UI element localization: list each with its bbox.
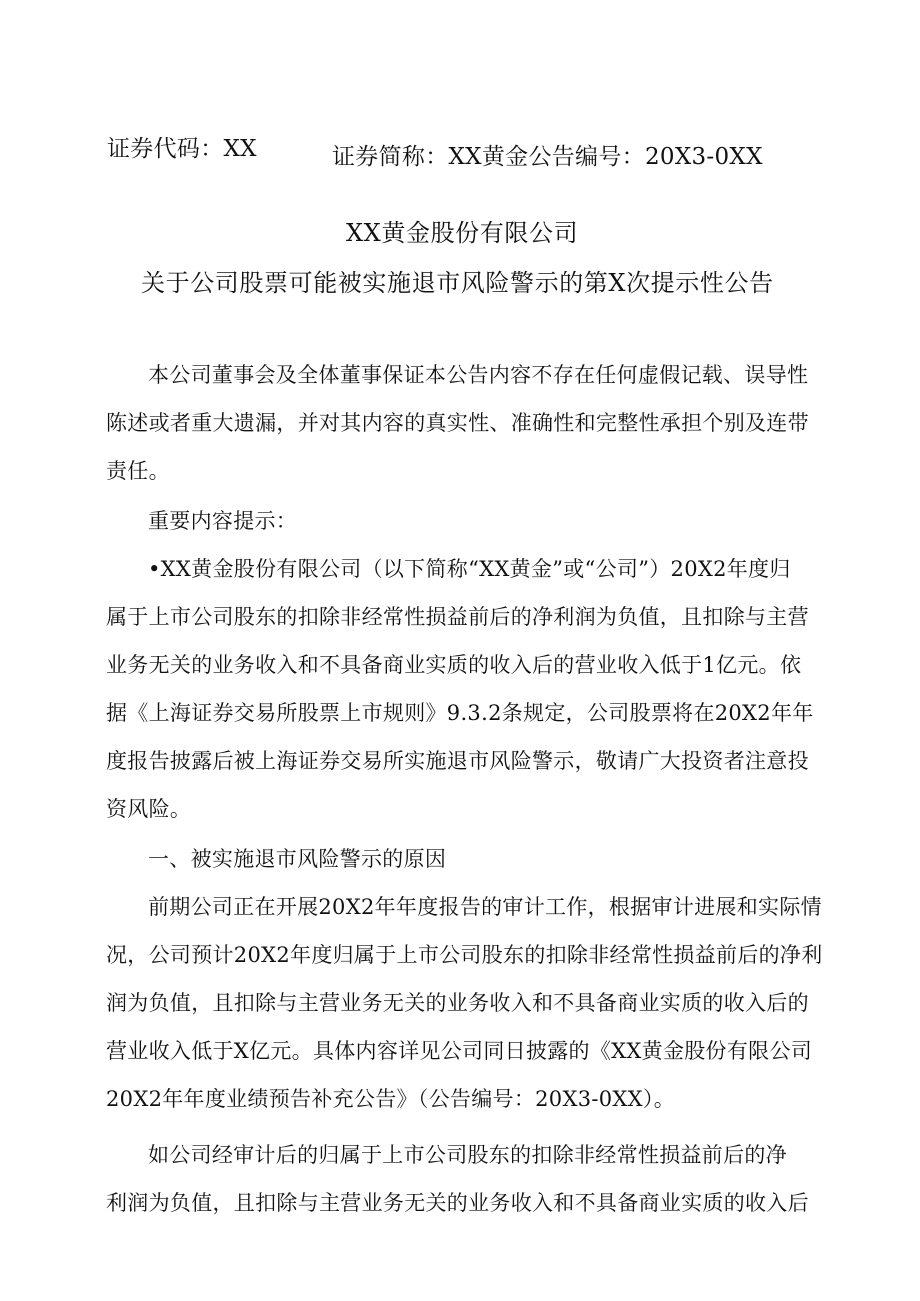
body-line: 责任。 [106, 459, 170, 483]
body-line: 如公司经审计后的归属于上市公司股东的扣除非经常性损益前后的净 [148, 1143, 787, 1167]
body-line: 前期公司正在开展20X2年年度报告的审计工作，根据审计进展和实际情 [148, 895, 822, 919]
body-line: 本公司董事会及全体董事保证本公告内容不存在任何虚假记载、误导性 [148, 363, 809, 387]
section-heading: 一、被实施退市风险警示的原因 [148, 847, 447, 871]
body-line: 度报告披露后被上海证券交易所实施退市风险警示，敬请广大投资者注意投 [106, 749, 809, 773]
body-line: 利润为负值，且扣除与主营业务无关的业务收入和不具备商业实质的收入后 [106, 1191, 809, 1215]
body-line: 重要内容提示： [148, 509, 298, 533]
title-company: XX黄金股份有限公司 [346, 219, 579, 247]
body-line: 属于上市公司股东的扣除非经常性损益前后的净利润为负值，且扣除与主营 [106, 605, 809, 629]
body-line: 资风险。 [106, 797, 192, 821]
body-line: 况，公司预计20X2年度归属于上市公司股东的扣除非经常性损益前后的净利 [106, 943, 823, 967]
body-line: 润为负值，且扣除与主营业务无关的业务收入和不具备商业实质的收入后的 [106, 991, 809, 1015]
title-subject: 关于公司股票可能被实施退市风险警示的第X次提示性公告 [141, 269, 774, 297]
body-line: 20X2年年度业绩预告补充公告》（公告编号：20X3-0XX）。 [106, 1087, 676, 1111]
body-line: 营业收入低于X亿元。具体内容详见公司同日披露的《XX黄金股份有限公司 [106, 1039, 813, 1063]
body-line: 业务无关的业务收入和不具备商业实质的收入后的营业收入低于1亿元。依 [106, 653, 802, 677]
header-code: 证券代码：XX [107, 136, 257, 162]
body-line: 据《上海证券交易所股票上市规则》9.3.2条规定，公司股票将在20X2年年 [106, 701, 814, 725]
header-short-name: 证券简称：XX黄金公告编号：20X3-0XX [332, 144, 763, 170]
body-line: •XX黄金股份有限公司（以下简称“XX黄金”或“公司”）20X2年度归 [148, 557, 791, 581]
body-line: 陈述或者重大遗漏，并对其内容的真实性、准确性和完整性承担个别及连带 [106, 411, 809, 435]
